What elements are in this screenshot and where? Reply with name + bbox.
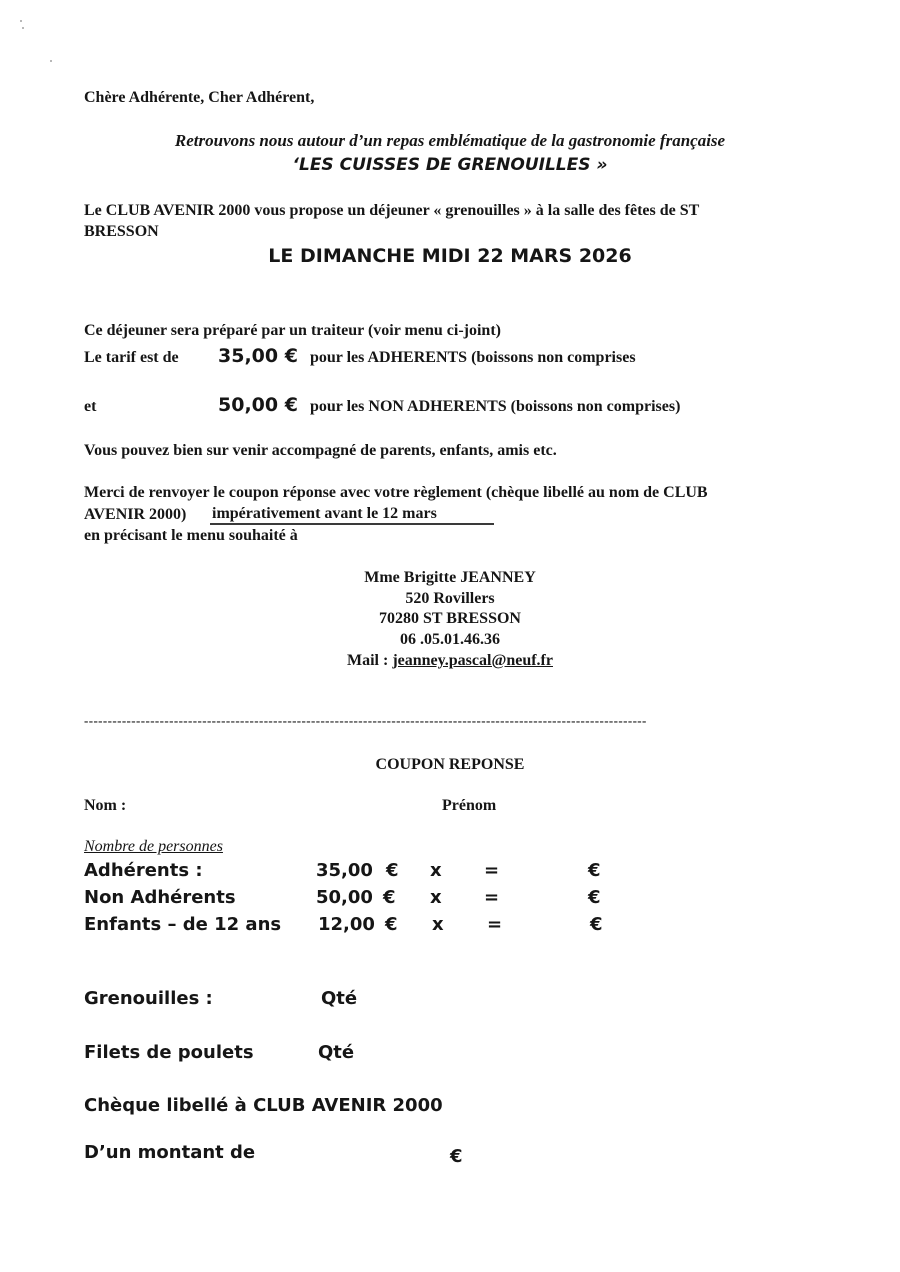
contact-phone: 06 .05.01.46.36	[400, 631, 500, 648]
contact-city: 70280 ST BRESSON	[379, 610, 521, 627]
event-date: LE DIMANCHE MIDI 22 MARS 2026	[268, 245, 632, 267]
contact-name: Mme Brigitte JEANNEY	[364, 569, 536, 586]
deadline-underline	[210, 523, 494, 525]
scan-speck	[50, 60, 52, 62]
firstname-label: Prénom	[442, 797, 497, 814]
invite-line-1: Le CLUB AVENIR 2000 vous propose un déjeuner « grenouilles » à la salle des fêtes de ST	[84, 202, 700, 219]
guests-line: Vous pouvez bien sur venir accompagné de parents, enfants, amis etc.	[84, 442, 557, 459]
intro-line: Retrouvons nous autour d’un repas emblématique de la gastronomie française	[174, 131, 726, 150]
mail-label: Mail :	[347, 652, 389, 669]
email-link[interactable]: jeanney.pascal@neuf.fr	[392, 652, 553, 669]
tariff-label: Le tarif est de	[84, 349, 179, 366]
row-children-times: x	[432, 914, 444, 935]
row-members-currency: €	[386, 860, 399, 881]
amount-currency: €	[450, 1146, 463, 1167]
caterer-line: Ce déjeuner sera préparé par un traiteur (voir menu ci-joint)	[84, 322, 501, 339]
greeting: Chère Adhérente, Cher Adhérent,	[84, 89, 315, 106]
contact-mail	[0, 652, 900, 670]
row-members-equals: =	[484, 860, 500, 881]
row-children-currency: €	[385, 914, 398, 935]
dish-title: ‘LES CUISSES DE GRENOUILLES »	[292, 155, 608, 175]
nonmember-text: pour les NON ADHERENTS (boissons non comprises)	[310, 398, 681, 415]
amount-label: D’un montant de	[84, 1142, 256, 1163]
people-label: Nombre de personnes	[84, 838, 223, 855]
row-children-total-currency: €	[590, 914, 603, 935]
cut-separator: -----------------------------------------------------------------------------------------------------------------------	[84, 713, 647, 728]
row-members-label: Adhérents :	[84, 860, 203, 881]
return-line-3: en précisant le menu souhaité à	[84, 527, 298, 544]
name-label: Nom :	[84, 797, 127, 814]
frogs-label: Grenouilles :	[84, 988, 213, 1009]
row-nonmembers-label: Non Adhérents	[84, 887, 236, 908]
row-nonmembers-price: 50,00	[316, 887, 373, 908]
scan-speck	[22, 27, 24, 29]
row-nonmembers-currency: €	[383, 887, 396, 908]
chicken-qty-label: Qté	[318, 1042, 355, 1063]
row-children-label: Enfants – de 12 ans	[84, 914, 282, 935]
row-members-total-currency: €	[588, 860, 601, 881]
nonmember-price: 50,00 €	[218, 394, 298, 416]
cheque-line: Chèque libellé à CLUB AVENIR 2000	[84, 1095, 443, 1116]
row-nonmembers-times: x	[430, 887, 442, 908]
and-label: et	[84, 398, 97, 415]
row-nonmembers-total-currency: €	[588, 887, 601, 908]
row-members-price: 35,00	[316, 860, 373, 881]
scan-speck	[20, 20, 22, 22]
row-children-price: 12,00	[318, 914, 375, 935]
row-children-equals: =	[487, 914, 503, 935]
coupon-title: COUPON REPONSE	[375, 756, 525, 773]
return-line-2: AVENIR 2000)	[84, 506, 187, 523]
return-line-1: Merci de renvoyer le coupon réponse avec votre règlement (chèque libellé au nom de CLUB	[84, 484, 708, 501]
frogs-qty-label: Qté	[321, 988, 358, 1009]
member-text: pour les ADHERENTS (boissons non comprises	[310, 349, 636, 366]
contact-street: 520 Rovillers	[405, 590, 495, 607]
row-members-times: x	[430, 860, 442, 881]
row-nonmembers-equals: =	[484, 887, 500, 908]
chicken-label: Filets de poulets	[84, 1042, 254, 1063]
deadline: impérativement avant le 12 mars	[212, 505, 437, 522]
member-price: 35,00 €	[218, 345, 298, 367]
invite-line-2: BRESSON	[84, 223, 159, 240]
